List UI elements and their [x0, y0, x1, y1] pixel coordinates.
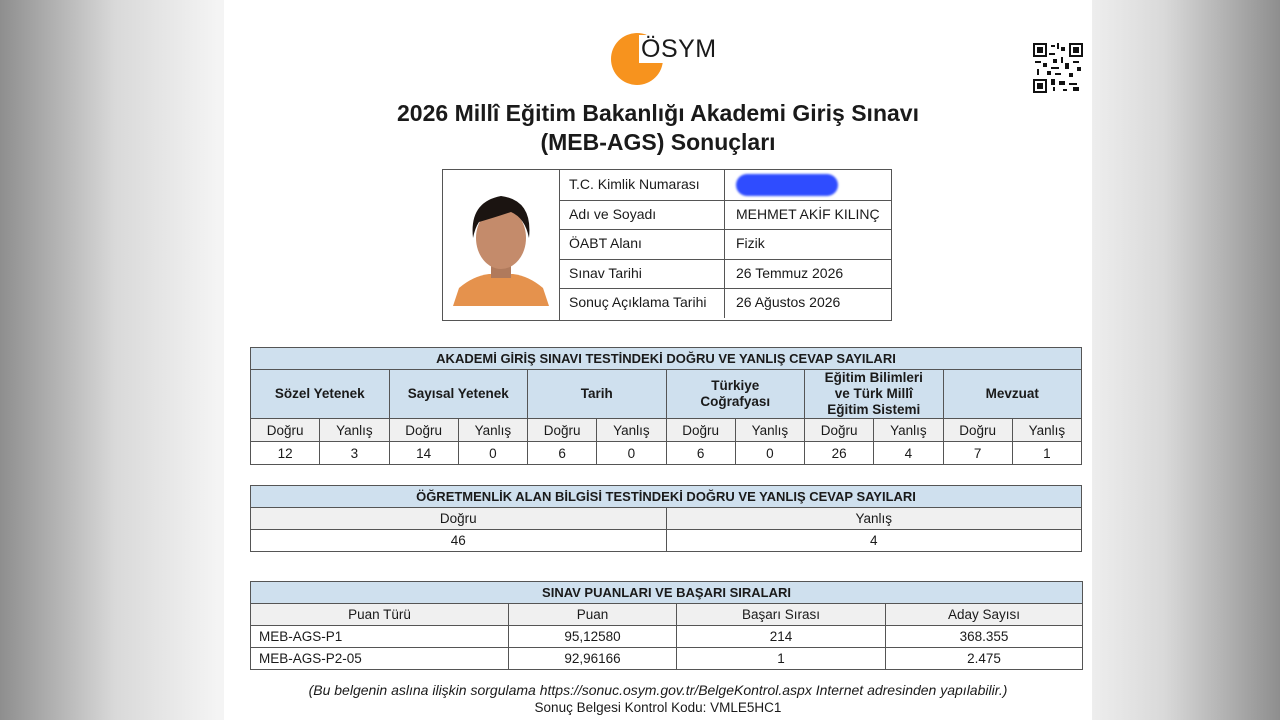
col-label-yanlis: Yanlış [320, 419, 389, 442]
result-document [224, 0, 1092, 720]
id-row-field [559, 229, 891, 260]
value-cell: 4 [666, 530, 1082, 552]
col-label-dogru: Doğru [528, 419, 597, 442]
col-label-yanlis: Yanlış [666, 508, 1082, 530]
col-label-yanlis: Yanlış [1012, 419, 1081, 442]
value-cell: 6 [528, 442, 597, 465]
subject-header: Türkiye Coğrafyası [666, 370, 805, 419]
column-header: Puan Türü [251, 604, 509, 626]
id-value-redacted [726, 170, 891, 200]
value-cell: 0 [597, 442, 666, 465]
column-header: Başarı Sırası [677, 604, 886, 626]
candidate-count: 368.355 [886, 626, 1083, 648]
id-label: T.C. Kimlik Numarası [559, 170, 725, 200]
table-row [251, 648, 1083, 670]
value-cell: 3 [320, 442, 389, 465]
subject-header: Mevzuat [943, 370, 1082, 419]
value-cell: 12 [251, 442, 320, 465]
id-label: Adı ve Soyadı [559, 200, 725, 230]
title-line-2: (MEB-AGS) Sonuçları [540, 129, 776, 155]
id-row-exam-date [559, 259, 891, 290]
alan-answers-table [250, 485, 1082, 552]
value-cell: 0 [458, 442, 527, 465]
value-cell: 6 [666, 442, 735, 465]
value-cell: 4 [874, 442, 943, 465]
col-label-yanlis: Yanlış [874, 419, 943, 442]
table-title: AKADEMİ GİRİŞ SINAVI TESTİNDEKİ DOĞRU VE YANLIŞ CEVAP SAYILARI [251, 348, 1082, 370]
id-value: 26 Temmuz 2026 [736, 264, 844, 281]
value-cell: 0 [735, 442, 804, 465]
col-label-dogru: Doğru [805, 419, 874, 442]
table-row [251, 626, 1083, 648]
akademi-answers-table [250, 347, 1082, 465]
value-cell: 1 [1012, 442, 1081, 465]
subject-header: Eğitim Bilimleri ve Türk Millî Eğitim Sistemi [805, 370, 944, 419]
col-label-dogru: Doğru [251, 508, 667, 530]
score-type: MEB-AGS-P1 [251, 626, 509, 648]
table-title: SINAV PUANLARI VE BAŞARI SIRALARI [251, 582, 1083, 604]
col-label-yanlis: Yanlış [597, 419, 666, 442]
score-value: 95,12580 [509, 626, 677, 648]
qr-code-icon [1033, 43, 1083, 93]
subject-header: Tarih [528, 370, 667, 419]
id-label: ÖABT Alanı [559, 229, 725, 259]
col-label-yanlis: Yanlış [458, 419, 527, 442]
value-cell: 26 [805, 442, 874, 465]
value-cell: 7 [943, 442, 1012, 465]
col-label-dogru: Doğru [389, 419, 458, 442]
score-value: 92,96166 [509, 648, 677, 670]
col-label-dogru: Doğru [251, 419, 320, 442]
id-label: Sonuç Açıklama Tarihi [559, 288, 725, 318]
title-line-1: 2026 Millî Eğitim Bakanlığı Akademi Giriş Sınavı [397, 100, 919, 126]
rank-value: 214 [677, 626, 886, 648]
id-label: Sınav Tarihi [559, 259, 725, 289]
page-title [224, 99, 1092, 157]
id-value: Fizik [736, 235, 765, 252]
score-type: MEB-AGS-P2-05 [251, 648, 509, 670]
col-label-yanlis: Yanlış [735, 419, 804, 442]
osym-logo [611, 33, 761, 89]
candidate-photo [443, 170, 560, 320]
column-header: Aday Sayısı [886, 604, 1083, 626]
control-code: Sonuç Belgesi Kontrol Kodu: VMLE5HC1 [534, 700, 782, 715]
col-label-dogru: Doğru [943, 419, 1012, 442]
col-label-dogru: Doğru [666, 419, 735, 442]
id-row-result-date [559, 288, 891, 318]
column-header: Puan [509, 604, 677, 626]
id-row-name [559, 200, 891, 231]
redaction-mark [736, 174, 838, 196]
candidate-photo-icon [453, 188, 549, 306]
logo-text: ÖSYM [641, 35, 717, 63]
table-title: ÖĞRETMENLİK ALAN BİLGİSİ TESTİNDEKİ DOĞRU VE YANLIŞ CEVAP SAYILARI [251, 486, 1082, 508]
value-cell: 46 [251, 530, 667, 552]
subject-header: Sözel Yetenek [251, 370, 390, 419]
rank-value: 1 [677, 648, 886, 670]
candidate-info-box [442, 169, 892, 321]
value-cell: 14 [389, 442, 458, 465]
scores-table [250, 581, 1083, 670]
verification-note: (Bu belgenin aslına ilişkin sorgulama https://sonuc.osym.gov.tr/BelgeKontrol.aspx Internet adresinden yapılabilir.) [308, 682, 1008, 698]
id-value: MEHMET AKİF KILINÇ [736, 205, 880, 222]
candidate-count: 2.475 [886, 648, 1083, 670]
subject-header: Sayısal Yetenek [389, 370, 528, 419]
id-row-tc [559, 170, 891, 201]
id-value: 26 Ağustos 2026 [736, 294, 841, 311]
